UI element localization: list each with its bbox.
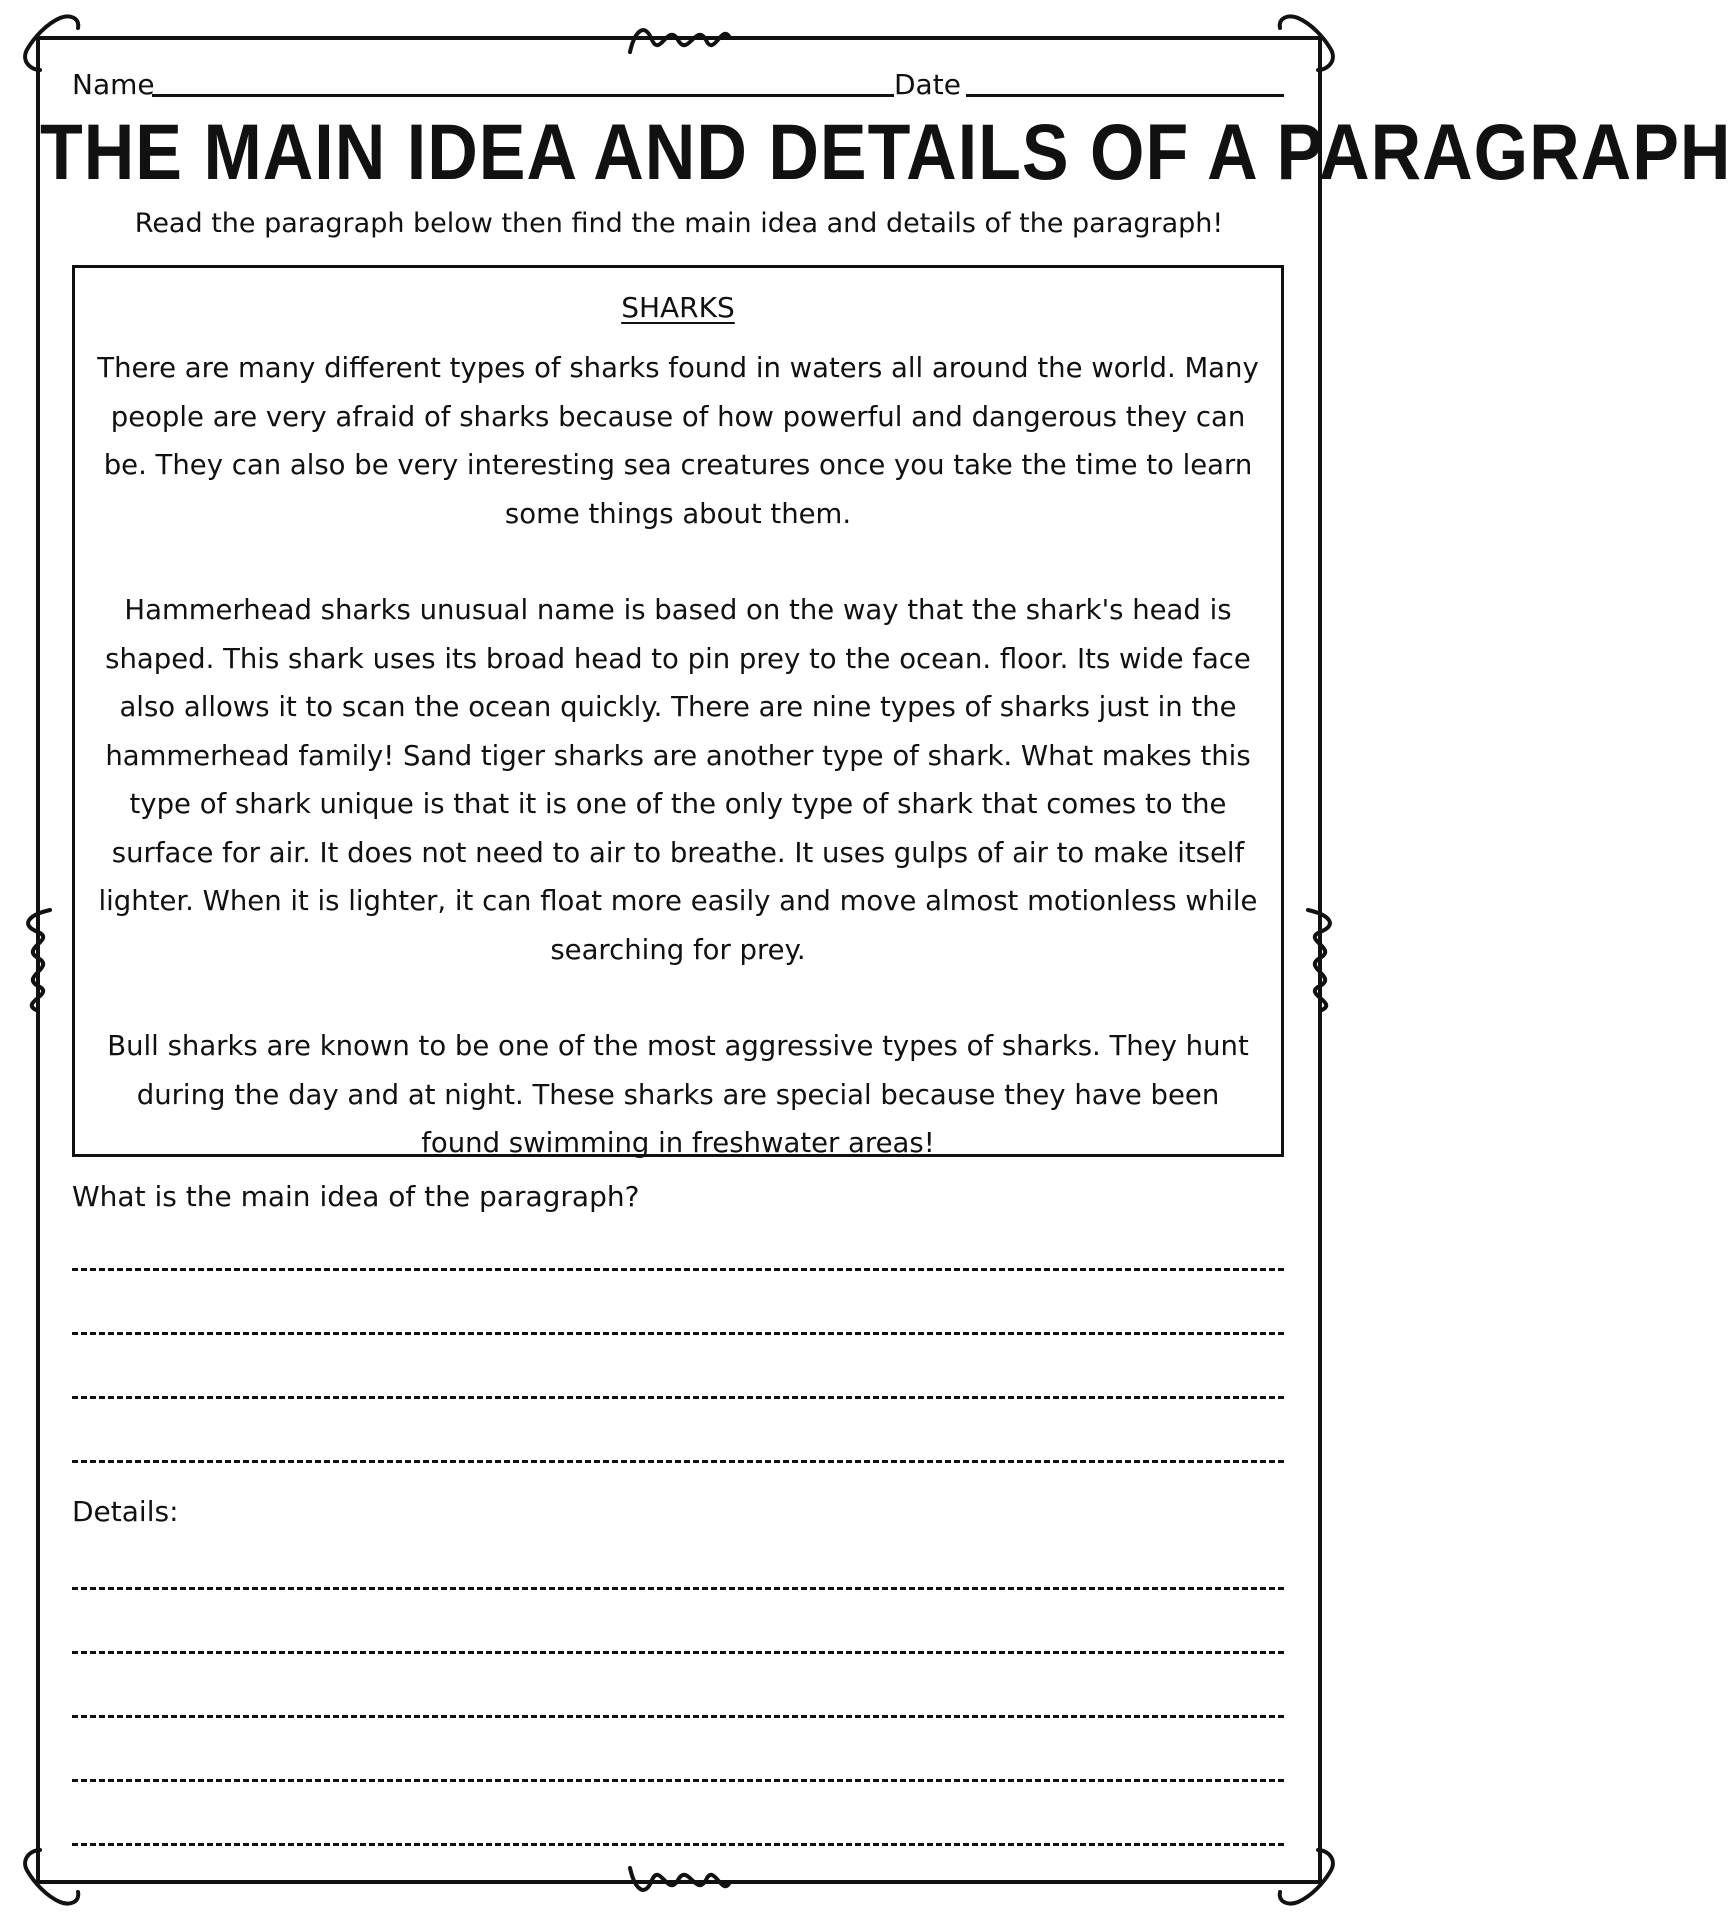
- main-idea-answer-line[interactable]: [72, 1268, 1284, 1271]
- name-label: Name: [72, 68, 155, 101]
- instructions: Read the paragraph below then find the main idea and details of the paragraph!: [134, 208, 1224, 239]
- main-idea-answer-line[interactable]: [72, 1460, 1284, 1463]
- main-idea-answer-line[interactable]: [72, 1396, 1284, 1399]
- page-title: THE MAIN IDEA AND DETAILS OF A PARAGRAPH: [40, 108, 1731, 196]
- passage-paragraph: Bull sharks are known to be one of the most aggressive types of sharks. They hunt during the day and at night. These sharks are special because they have been found swimming in freshwater areas!: [107, 1030, 1249, 1159]
- details-answer-line[interactable]: [72, 1843, 1284, 1846]
- details-answer-line[interactable]: [72, 1651, 1284, 1654]
- details-label: Details:: [72, 1495, 179, 1528]
- details-answer-line[interactable]: [72, 1587, 1284, 1590]
- passage-title: SHARKS: [621, 291, 735, 324]
- details-answer-line[interactable]: [72, 1779, 1284, 1782]
- passage-box: [72, 265, 1284, 1157]
- passage-paragraph: Hammerhead sharks unusual name is based on the way that the shark's head is shaped. This shark uses its broad head to pin prey to the ocean. floor. Its wide face also allows it to scan the ocean quickly. There are nine types of sharks just in the hammerhead family! Sand tiger sharks are another type of shark. What makes this type of shark unique is that it is one of the only type of shark that comes to the surface for air. It does not need to air to breathe. It uses gulps of air to make itself lighter. When it is lighter, it can float more easily and move almost motionless while searching for prey.: [98, 594, 1258, 966]
- date-field[interactable]: [966, 94, 1284, 97]
- details-answer-line[interactable]: [72, 1715, 1284, 1718]
- date-label: Date: [894, 68, 961, 101]
- passage-paragraph: There are many different types of sharks found in waters all around the world. Many people are very afraid of sharks because of how powerful and dangerous they can be. They can also be very interesting sea creatures once you take the time to learn some things about them.: [97, 352, 1259, 530]
- main-idea-prompt: What is the main idea of the paragraph?: [72, 1180, 640, 1213]
- main-idea-answer-line[interactable]: [72, 1332, 1284, 1335]
- name-field[interactable]: [152, 94, 894, 97]
